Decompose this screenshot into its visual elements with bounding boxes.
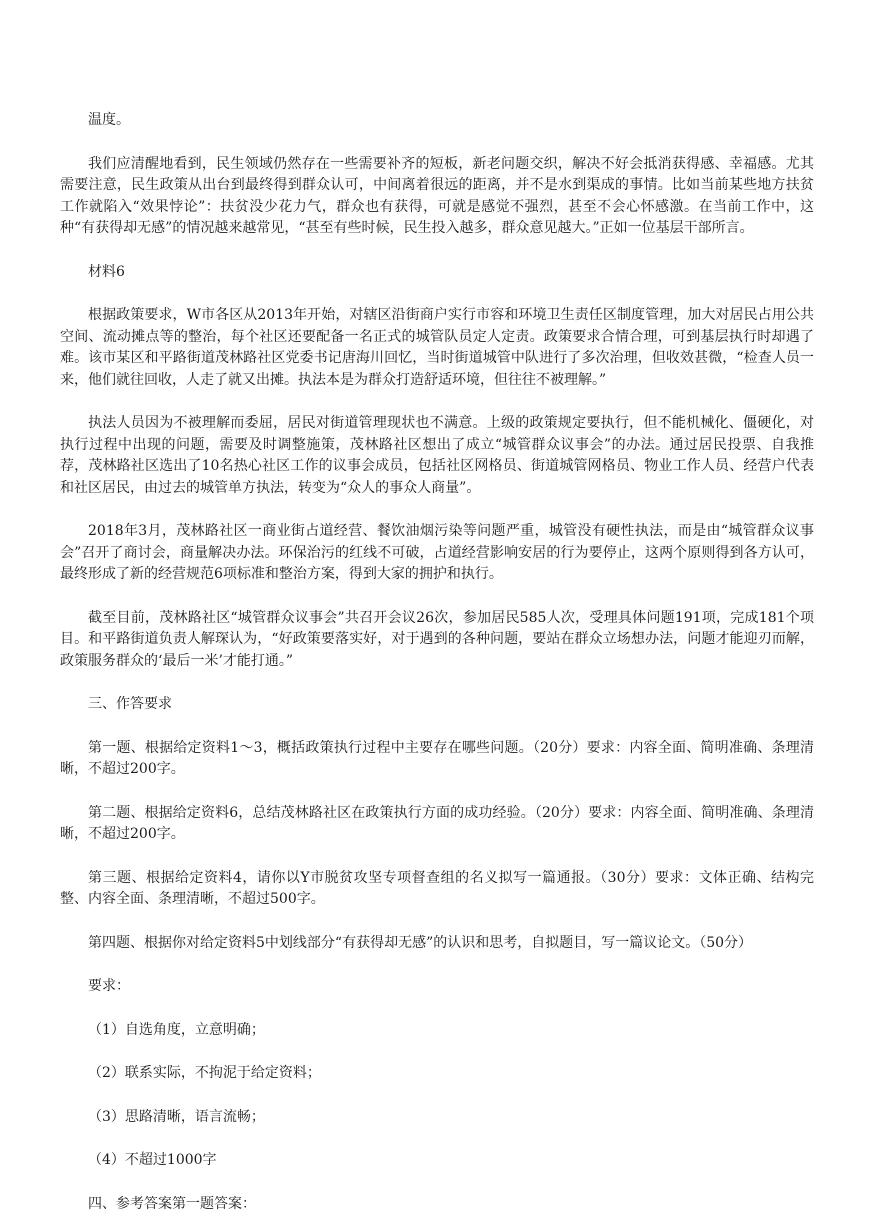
material-6-heading: 材料6 — [88, 263, 125, 280]
document-page — [60, 110, 814, 1215]
paragraph-council-formation: 执法人员因为不被理解而委屈，居民对街道管理现状也不满意。上级的政策规定要执行，但不能机械化、僵硬化，对执行过程中出现的问题，需要及时调整施策，茂林路社区想出了成立“城管群众议事会”的办法。通过居民投票、自我推荐，茂林路社区选出了10名热心社区工作的议事会成员，包括社区网格员、街道城管网格员、物业工作人员、经营户代表和社区居民，由过去的城管单方执法，转变为“众人的事众人商量”。 — [60, 415, 814, 496]
requirement-item-4: （4）不超过1000字 — [88, 1152, 217, 1168]
requirements-label: 要求： — [88, 978, 130, 994]
paragraph-livelihood-shortcomings: 我们应清醒地看到，民生领域仍然存在一些需要补齐的短板，新老问题交织，解决不好会抵消获得感、幸福感。尤其需要注意，民生政策从出台到最终得到群众认可，中间离着很远的距离，并不是水到渠成的事情。比如当前某些地方扶贫工作就陷入“效果悖论”：扶贫没少花力气，群众也有获得，可就是感觉不强烈，甚至不会心怀感激。在当前工作中，这种“有获得却无感”的情况越来越常见，“甚至有些时候，民生投入越多，群众意见越大。”正如一位基层干部所言。 — [60, 155, 814, 236]
paragraph-policy-requirements: 根据政策要求，W市各区从2013年开始，对辖区沿街商户实行市容和环境卫生责任区制度管理，加大对居民占用公共空间、流动摊点等的整治，每个社区还要配备一名正式的城管队员定人定责。政策要求合情合理，可到基层执行时却遇了难。该市某区和平路街道茂林路社区党委书记唐海川回忆，当时街道城管中队进行了多次治理，但收效甚微，“检查人员一来，他们就往回收，人走了就又出摊。执法本是为群众打造舒适环境，但往往不被理解。” — [60, 307, 814, 388]
section-heading-reference-answers: 四、参考答案第一题答案： — [88, 1195, 256, 1212]
paragraph-march-2018: 2018年3月，茂林路社区一商业街占道经营、餐饮油烟污染等问题严重，城管没有硬性执法，而是由“城管群众议事会”召开了商讨会，商量解决办法。环保治污的红线不可破，占道经营影响安居的行为要停止，这两个原则得到各方认可，最终形成了新的经营规范6项标准和整治方案，得到大家的拥护和执行。 — [60, 523, 814, 582]
requirement-item-1: （1）自选角度，立意明确； — [88, 1021, 265, 1038]
requirement-item-3: （3）思路清晰，语言流畅； — [88, 1108, 265, 1125]
paragraph-results-to-date: 截至目前，茂林路社区“城管群众议事会”共召开会议26次，参加居民585人次，受理具体问题191项，完成181个项目。和平路街道负责人解琛认为，“好政策要落实好，对于遇到的各种问题，要站在群众立场想办法，问题才能迎刃而解，政策服务群众的‘最后一米’才能打通。” — [60, 609, 814, 669]
section-heading-answer-requirements: 三、作答要求 — [88, 696, 172, 712]
question-3: 第三题、根据给定资料4，请你以Y市脱贫攻坚专项督查组的名义拟写一篇通报。（30分）要求：文体正确、结构完整、内容全面、条理清晰，不超过500字。 — [60, 869, 814, 907]
question-1: 第一题、根据给定资料1～3，概括政策执行过程中主要存在哪些问题。（20分）要求：内容全面、简明准确、条理清晰，不超过200字。 — [60, 739, 814, 777]
question-4: 第四题、根据你对给定资料5中划线部分“有获得却无感”的认识和思考，自拟题目，写一篇议论文。（50分） — [88, 934, 753, 951]
question-2: 第二题、根据给定资料6，总结茂林路社区在政策执行方面的成功经验。（20分）要求：内容全面、简明准确、条理清晰，不超过200字。 — [60, 804, 814, 842]
requirement-item-2: （2）联系实际，不拘泥于给定资料； — [88, 1065, 321, 1081]
paragraph-continuation: 温度。 — [88, 112, 130, 128]
